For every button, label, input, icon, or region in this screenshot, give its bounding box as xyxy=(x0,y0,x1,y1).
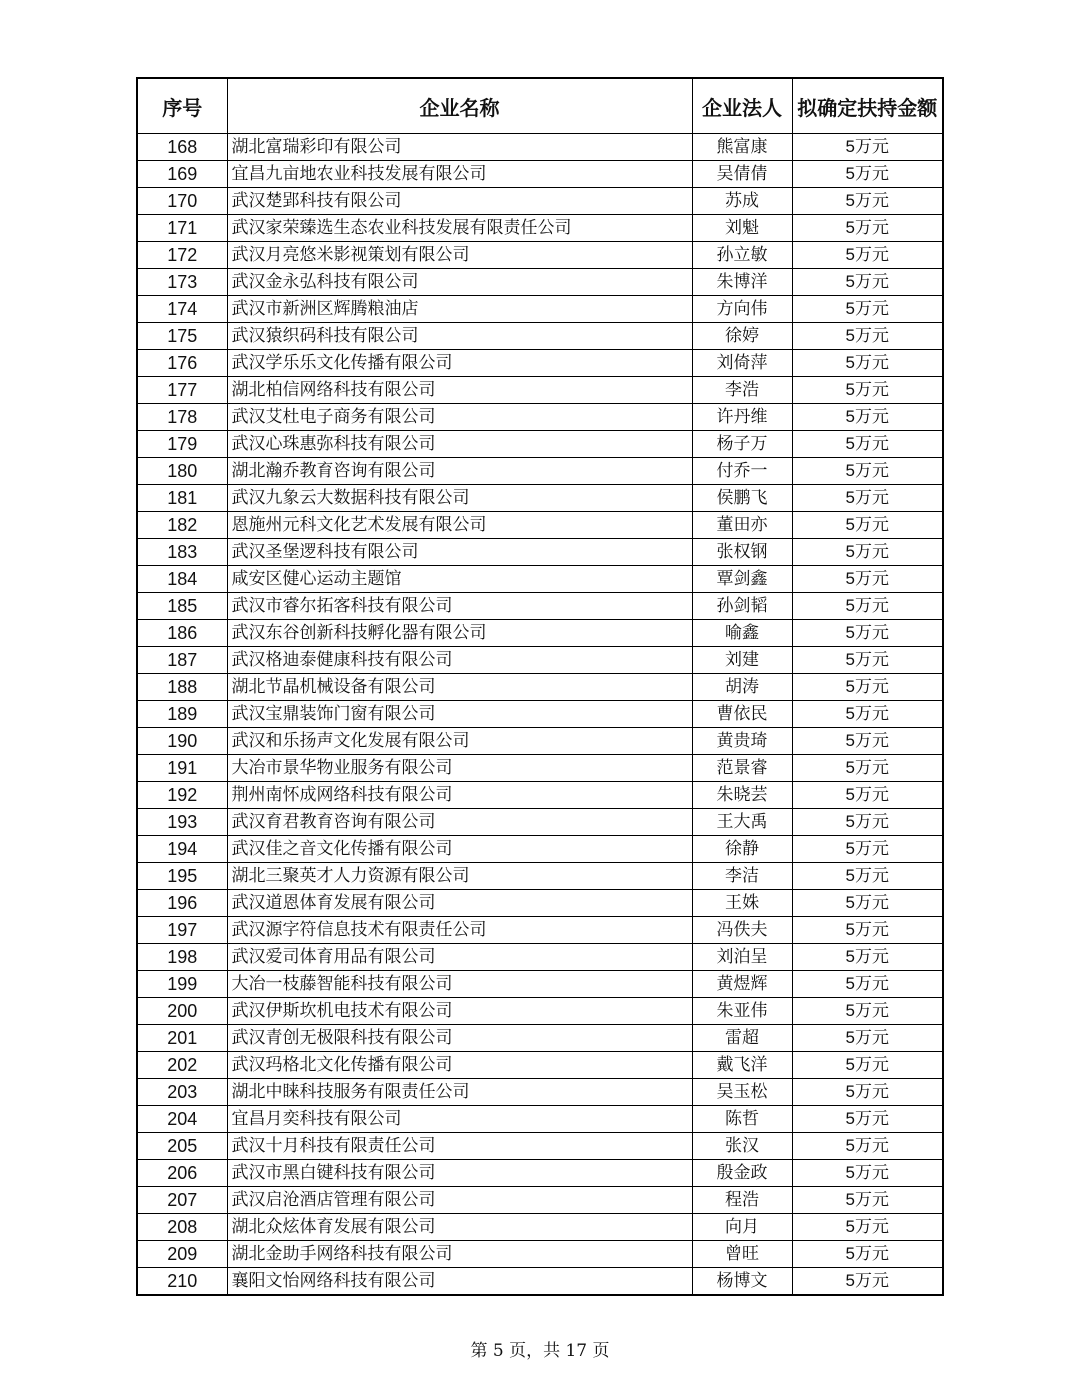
company-name: 武汉宝鼎装饰门窗有限公司 xyxy=(227,701,692,728)
row-index: 202 xyxy=(137,1052,227,1079)
row-index: 188 xyxy=(137,674,227,701)
legal-representative: 杨博文 xyxy=(692,1268,792,1296)
table-row xyxy=(137,755,943,782)
row-index: 178 xyxy=(137,404,227,431)
row-index: 197 xyxy=(137,917,227,944)
support-amount: 5万元 xyxy=(792,350,943,377)
table-row xyxy=(137,1106,943,1133)
table-row xyxy=(137,1187,943,1214)
company-name: 湖北节晶机械设备有限公司 xyxy=(227,674,692,701)
legal-representative: 程浩 xyxy=(692,1187,792,1214)
company-name: 襄阳文怡网络科技有限公司 xyxy=(227,1268,692,1296)
row-index: 180 xyxy=(137,458,227,485)
row-index: 198 xyxy=(137,944,227,971)
support-amount: 5万元 xyxy=(792,755,943,782)
support-amount: 5万元 xyxy=(792,539,943,566)
table-row xyxy=(137,1133,943,1160)
company-name: 湖北金助手网络科技有限公司 xyxy=(227,1241,692,1268)
company-name: 湖北瀚乔教育咨询有限公司 xyxy=(227,458,692,485)
company-name: 荆州南怀成网络科技有限公司 xyxy=(227,782,692,809)
table-row xyxy=(137,188,943,215)
company-name: 武汉格迪泰健康科技有限公司 xyxy=(227,647,692,674)
support-amount: 5万元 xyxy=(792,161,943,188)
support-amount: 5万元 xyxy=(792,1133,943,1160)
company-name: 武汉圣堡逻科技有限公司 xyxy=(227,539,692,566)
legal-representative: 王姝 xyxy=(692,890,792,917)
company-name: 武汉育君教育咨询有限公司 xyxy=(227,809,692,836)
row-index: 200 xyxy=(137,998,227,1025)
legal-representative: 刘倚萍 xyxy=(692,350,792,377)
company-name: 宜昌月奕科技有限公司 xyxy=(227,1106,692,1133)
company-name: 湖北柏信网络科技有限公司 xyxy=(227,377,692,404)
header-company-name: 企业名称 xyxy=(227,78,692,134)
company-name: 湖北众炫体育发展有限公司 xyxy=(227,1214,692,1241)
row-index: 168 xyxy=(137,134,227,161)
support-amount: 5万元 xyxy=(792,836,943,863)
table-row xyxy=(137,431,943,458)
table-row xyxy=(137,809,943,836)
legal-representative: 吴倩倩 xyxy=(692,161,792,188)
table-row xyxy=(137,647,943,674)
table-row xyxy=(137,998,943,1025)
row-index: 189 xyxy=(137,701,227,728)
support-amount: 5万元 xyxy=(792,377,943,404)
support-amount: 5万元 xyxy=(792,593,943,620)
table-row xyxy=(137,971,943,998)
legal-representative: 刘建 xyxy=(692,647,792,674)
company-name: 武汉市黑白键科技有限公司 xyxy=(227,1160,692,1187)
row-index: 206 xyxy=(137,1160,227,1187)
support-amount: 5万元 xyxy=(792,701,943,728)
company-name: 宜昌九亩地农业科技发展有限公司 xyxy=(227,161,692,188)
legal-representative: 朱晓芸 xyxy=(692,782,792,809)
legal-representative: 刘泊呈 xyxy=(692,944,792,971)
legal-representative: 喻鑫 xyxy=(692,620,792,647)
table-row xyxy=(137,701,943,728)
table-row xyxy=(137,404,943,431)
support-amount: 5万元 xyxy=(792,1079,943,1106)
company-name: 武汉猿织码科技有限公司 xyxy=(227,323,692,350)
support-amount: 5万元 xyxy=(792,404,943,431)
support-amount: 5万元 xyxy=(792,1214,943,1241)
row-index: 176 xyxy=(137,350,227,377)
support-amount: 5万元 xyxy=(792,944,943,971)
row-index: 191 xyxy=(137,755,227,782)
table-row xyxy=(137,1052,943,1079)
table-body xyxy=(137,134,943,1296)
legal-representative: 黄煜辉 xyxy=(692,971,792,998)
support-amount: 5万元 xyxy=(792,1268,943,1296)
support-amount: 5万元 xyxy=(792,1025,943,1052)
company-name: 武汉青创无极限科技有限公司 xyxy=(227,1025,692,1052)
support-amount: 5万元 xyxy=(792,134,943,161)
row-index: 208 xyxy=(137,1214,227,1241)
table-row xyxy=(137,512,943,539)
row-index: 194 xyxy=(137,836,227,863)
row-index: 177 xyxy=(137,377,227,404)
table-row xyxy=(137,1025,943,1052)
support-amount: 5万元 xyxy=(792,674,943,701)
support-amount: 5万元 xyxy=(792,917,943,944)
legal-representative: 李洁 xyxy=(692,863,792,890)
header-legal-rep: 企业法人 xyxy=(692,78,792,134)
row-index: 196 xyxy=(137,890,227,917)
row-index: 171 xyxy=(137,215,227,242)
table-row xyxy=(137,377,943,404)
support-amount: 5万元 xyxy=(792,566,943,593)
legal-representative: 刘魁 xyxy=(692,215,792,242)
legal-representative: 曹依民 xyxy=(692,701,792,728)
legal-representative: 徐静 xyxy=(692,836,792,863)
company-name: 武汉玛格北文化传播有限公司 xyxy=(227,1052,692,1079)
table-row xyxy=(137,161,943,188)
table-row xyxy=(137,539,943,566)
table-row xyxy=(137,593,943,620)
company-name: 武汉月亮悠米影视策划有限公司 xyxy=(227,242,692,269)
company-name: 武汉家荣臻选生态农业科技发展有限责任公司 xyxy=(227,215,692,242)
table-row xyxy=(137,1214,943,1241)
company-name: 湖北中睐科技服务有限责任公司 xyxy=(227,1079,692,1106)
company-name: 武汉市睿尔拓客科技有限公司 xyxy=(227,593,692,620)
legal-representative: 张权钢 xyxy=(692,539,792,566)
table-row xyxy=(137,944,943,971)
table-row xyxy=(137,215,943,242)
legal-representative: 方向伟 xyxy=(692,296,792,323)
company-name: 湖北三聚英才人力资源有限公司 xyxy=(227,863,692,890)
table-row xyxy=(137,836,943,863)
company-name: 武汉艾杜电子商务有限公司 xyxy=(227,404,692,431)
table-row xyxy=(137,1241,943,1268)
row-index: 182 xyxy=(137,512,227,539)
row-index: 209 xyxy=(137,1241,227,1268)
support-amount: 5万元 xyxy=(792,485,943,512)
support-amount: 5万元 xyxy=(792,269,943,296)
row-index: 195 xyxy=(137,863,227,890)
table-row xyxy=(137,890,943,917)
support-amount: 5万元 xyxy=(792,809,943,836)
row-index: 169 xyxy=(137,161,227,188)
legal-representative: 胡涛 xyxy=(692,674,792,701)
legal-representative: 李浩 xyxy=(692,377,792,404)
company-name: 大冶市景华物业服务有限公司 xyxy=(227,755,692,782)
company-name: 武汉学乐乐文化传播有限公司 xyxy=(227,350,692,377)
row-index: 175 xyxy=(137,323,227,350)
table-row xyxy=(137,269,943,296)
header-support-amount: 拟确定扶持金额 xyxy=(792,78,943,134)
table-row xyxy=(137,1079,943,1106)
support-amount: 5万元 xyxy=(792,998,943,1025)
legal-representative: 冯佚夫 xyxy=(692,917,792,944)
company-name: 武汉道恩体育发展有限公司 xyxy=(227,890,692,917)
company-name: 武汉佳之音文化传播有限公司 xyxy=(227,836,692,863)
company-name: 武汉市新洲区辉腾粮油店 xyxy=(227,296,692,323)
company-name: 武汉启沧酒店管理有限公司 xyxy=(227,1187,692,1214)
support-amount: 5万元 xyxy=(792,188,943,215)
table-row xyxy=(137,1160,943,1187)
company-name: 武汉东谷创新科技孵化器有限公司 xyxy=(227,620,692,647)
company-name: 湖北富瑞彩印有限公司 xyxy=(227,134,692,161)
company-name: 武汉爱司体育用品有限公司 xyxy=(227,944,692,971)
row-index: 183 xyxy=(137,539,227,566)
company-name: 咸安区健心运动主题馆 xyxy=(227,566,692,593)
table-row xyxy=(137,1268,943,1296)
company-name: 武汉金永弘科技有限公司 xyxy=(227,269,692,296)
support-amount: 5万元 xyxy=(792,512,943,539)
support-amount: 5万元 xyxy=(792,296,943,323)
legal-representative: 孙剑韬 xyxy=(692,593,792,620)
row-index: 184 xyxy=(137,566,227,593)
support-amount: 5万元 xyxy=(792,242,943,269)
company-name: 恩施州元科文化艺术发展有限公司 xyxy=(227,512,692,539)
legal-representative: 范景睿 xyxy=(692,755,792,782)
legal-representative: 董田亦 xyxy=(692,512,792,539)
row-index: 170 xyxy=(137,188,227,215)
legal-representative: 侯鹏飞 xyxy=(692,485,792,512)
legal-representative: 孙立敏 xyxy=(692,242,792,269)
support-amount: 5万元 xyxy=(792,890,943,917)
support-amount: 5万元 xyxy=(792,1106,943,1133)
legal-representative: 朱亚伟 xyxy=(692,998,792,1025)
support-amount: 5万元 xyxy=(792,1187,943,1214)
support-amount: 5万元 xyxy=(792,1160,943,1187)
support-amount: 5万元 xyxy=(792,782,943,809)
company-name: 武汉十月科技有限责任公司 xyxy=(227,1133,692,1160)
legal-representative: 黄贵琦 xyxy=(692,728,792,755)
row-index: 186 xyxy=(137,620,227,647)
support-amount: 5万元 xyxy=(792,620,943,647)
legal-representative: 许丹维 xyxy=(692,404,792,431)
support-amount: 5万元 xyxy=(792,1241,943,1268)
table-row xyxy=(137,458,943,485)
support-amount: 5万元 xyxy=(792,431,943,458)
table-row xyxy=(137,296,943,323)
row-index: 210 xyxy=(137,1268,227,1296)
company-name: 武汉伊斯坎机电技术有限公司 xyxy=(227,998,692,1025)
support-amount: 5万元 xyxy=(792,215,943,242)
row-index: 172 xyxy=(137,242,227,269)
row-index: 203 xyxy=(137,1079,227,1106)
table-row xyxy=(137,323,943,350)
row-index: 205 xyxy=(137,1133,227,1160)
support-amount: 5万元 xyxy=(792,458,943,485)
legal-representative: 熊富康 xyxy=(692,134,792,161)
legal-representative: 吴玉松 xyxy=(692,1079,792,1106)
row-index: 179 xyxy=(137,431,227,458)
company-name: 大冶一枝藤智能科技有限公司 xyxy=(227,971,692,998)
legal-representative: 曾旺 xyxy=(692,1241,792,1268)
table-row xyxy=(137,350,943,377)
company-name: 武汉九象云大数据科技有限公司 xyxy=(227,485,692,512)
company-support-table xyxy=(136,77,944,1296)
table-row xyxy=(137,620,943,647)
legal-representative: 王大禹 xyxy=(692,809,792,836)
row-index: 193 xyxy=(137,809,227,836)
support-amount: 5万元 xyxy=(792,647,943,674)
legal-representative: 苏成 xyxy=(692,188,792,215)
table-row xyxy=(137,728,943,755)
table-row xyxy=(137,485,943,512)
table-row xyxy=(137,863,943,890)
legal-representative: 戴飞洋 xyxy=(692,1052,792,1079)
company-name: 武汉楚郢科技有限公司 xyxy=(227,188,692,215)
legal-representative: 徐婷 xyxy=(692,323,792,350)
support-amount: 5万元 xyxy=(792,323,943,350)
legal-representative: 殷金政 xyxy=(692,1160,792,1187)
legal-representative: 陈哲 xyxy=(692,1106,792,1133)
row-index: 181 xyxy=(137,485,227,512)
table-row xyxy=(137,134,943,161)
company-name: 武汉源字符信息技术有限责任公司 xyxy=(227,917,692,944)
table-row xyxy=(137,674,943,701)
page-footer: 第 5 页，共 17 页 xyxy=(470,1341,610,1361)
legal-representative: 朱博洋 xyxy=(692,269,792,296)
row-index: 174 xyxy=(137,296,227,323)
table-row xyxy=(137,242,943,269)
company-name: 武汉和乐扬声文化发展有限公司 xyxy=(227,728,692,755)
legal-representative: 付乔一 xyxy=(692,458,792,485)
row-index: 207 xyxy=(137,1187,227,1214)
row-index: 201 xyxy=(137,1025,227,1052)
support-amount: 5万元 xyxy=(792,863,943,890)
row-index: 190 xyxy=(137,728,227,755)
table-header-row xyxy=(137,78,943,134)
legal-representative: 杨子万 xyxy=(692,431,792,458)
row-index: 187 xyxy=(137,647,227,674)
support-amount: 5万元 xyxy=(792,971,943,998)
support-amount: 5万元 xyxy=(792,728,943,755)
row-index: 204 xyxy=(137,1106,227,1133)
row-index: 173 xyxy=(137,269,227,296)
table-row xyxy=(137,566,943,593)
company-name: 武汉心珠惠弥科技有限公司 xyxy=(227,431,692,458)
table-row xyxy=(137,782,943,809)
header-index: 序号 xyxy=(137,78,227,134)
legal-representative: 覃剑鑫 xyxy=(692,566,792,593)
row-index: 199 xyxy=(137,971,227,998)
row-index: 185 xyxy=(137,593,227,620)
legal-representative: 张汉 xyxy=(692,1133,792,1160)
row-index: 192 xyxy=(137,782,227,809)
table-row xyxy=(137,917,943,944)
support-amount: 5万元 xyxy=(792,1052,943,1079)
legal-representative: 雷超 xyxy=(692,1025,792,1052)
legal-representative: 向月 xyxy=(692,1214,792,1241)
